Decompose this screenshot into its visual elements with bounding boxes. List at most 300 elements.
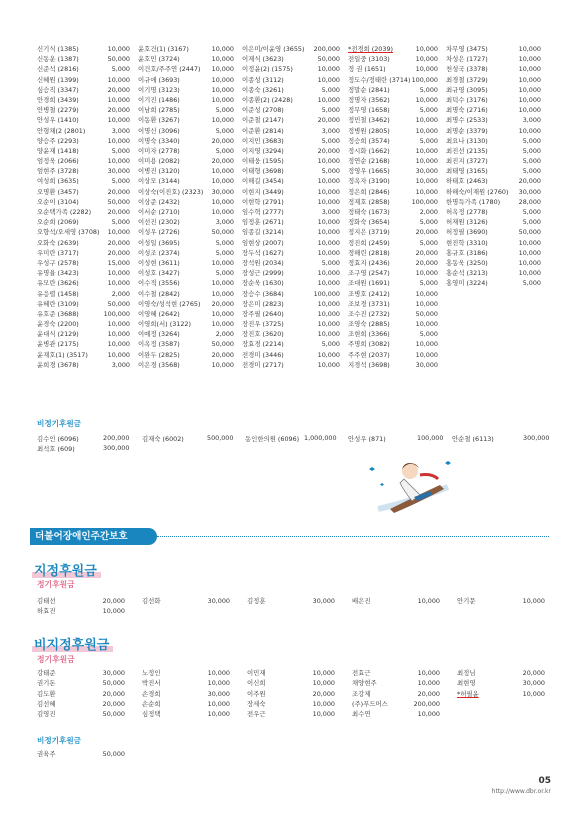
donor-amount: 10,000 <box>415 320 438 329</box>
donor-row <box>446 136 549 146</box>
donor-name: 강태준 <box>37 669 56 677</box>
donor-name: 홍순석 (3213) <box>446 269 488 278</box>
donor-name: (주)푸드머스 <box>352 699 388 708</box>
donor-amount: 10,000 <box>415 299 438 308</box>
donor-row <box>242 166 348 176</box>
donor-name: 정해린 (2818) <box>348 248 390 257</box>
donor-amount: 10,000 <box>107 136 130 145</box>
donor-row <box>138 258 242 268</box>
donor-row <box>348 248 446 258</box>
donor-cell <box>37 749 142 759</box>
donor-row <box>138 156 242 166</box>
donor-amount: 5,000 <box>215 146 234 155</box>
donor-name: 심승직 (3347) <box>37 85 79 94</box>
donor-amount: 20,000 <box>317 146 340 155</box>
donor-name: 한명득가족 (1780) <box>446 197 501 206</box>
donor-name: 여성희 (3635) <box>37 177 79 186</box>
donor-row <box>37 668 562 678</box>
donor-row <box>242 289 348 299</box>
donor-amount: 10,000 <box>317 228 340 237</box>
nonfixed-label: 비정기후원금 <box>37 419 82 428</box>
nonfixed-row-2 <box>37 444 549 454</box>
donor-amount: 5,000 <box>321 136 340 145</box>
donor-amount: 10,000 <box>107 116 130 125</box>
donor-row <box>37 187 138 197</box>
donor-amount: 10,000 <box>211 75 234 84</box>
donor-amount: 10,000 <box>207 699 230 708</box>
donor-amount: 10,000 <box>518 65 541 74</box>
donor-amount: 10,000 <box>415 146 438 155</box>
donor-name: 이태형 (3698) <box>242 167 284 176</box>
donor-amount: 20,000 <box>211 157 234 166</box>
donor-name: 정효지 (2436) <box>348 258 390 267</box>
donor-column <box>446 44 549 370</box>
donor-name: 이기명 (3123) <box>138 85 180 94</box>
donor-row <box>348 105 446 115</box>
donor-row <box>348 339 446 349</box>
donor-row <box>348 319 446 329</box>
donor-name: 양승주 (2293) <box>37 136 79 145</box>
donor-row <box>242 339 348 349</box>
donor-row <box>37 64 138 74</box>
donor-amount: 10,000 <box>107 95 130 104</box>
donor-amount: 10,000 <box>207 669 230 677</box>
donor-name: 이준철 (2147) <box>242 116 284 125</box>
donor-row <box>138 126 242 136</box>
donor-name: 정연순 (2168) <box>348 157 390 166</box>
donor-row <box>348 197 446 207</box>
donor-name: 이기진 (1486) <box>138 95 180 104</box>
donor-amount: 3,000 <box>321 208 340 216</box>
donor-name: 이재식 (3623) <box>242 55 284 64</box>
donor-cell <box>457 689 562 699</box>
fixed-donation-title: 지정후원금 <box>34 560 97 579</box>
donor-name: 김재숙 (6002) <box>142 435 184 443</box>
donor-name: 김영진 <box>37 710 56 719</box>
donor-row <box>138 166 242 176</box>
donor-cell <box>352 668 457 678</box>
donor-row <box>348 156 446 166</box>
nonspec-donation-title: 비지정후원금 <box>34 634 109 653</box>
donor-row <box>37 44 138 54</box>
donor-amount: 50,000 <box>107 299 130 308</box>
donor-row <box>242 207 348 217</box>
donor-amount: 10,000 <box>107 45 130 53</box>
donor-row <box>242 75 348 85</box>
donor-name: 최수연 <box>352 710 371 719</box>
donor-amount: 5,000 <box>215 126 234 135</box>
donor-name: 정무영 (1658) <box>348 106 390 115</box>
section-banner: 더불어장애인주간보호 <box>30 528 157 545</box>
donor-name: 이준성 (2708) <box>242 106 284 115</box>
donor-name <box>457 709 512 719</box>
donor-amount: 10,000 <box>518 55 541 64</box>
donor-amount: 300,000 <box>103 444 130 452</box>
donor-amount: 28,000 <box>518 197 541 206</box>
donor-amount: 10,000 <box>317 157 340 166</box>
donor-name: 유모란 (3626) <box>37 279 79 288</box>
donor-amount: 10,000 <box>415 187 438 196</box>
donor-amount: 10,000 <box>211 279 234 288</box>
donor-row <box>242 268 348 278</box>
donor-row <box>446 248 549 258</box>
donor-name: 이태웅 (1595) <box>242 157 284 166</box>
donor-amount: 10,000 <box>518 258 541 267</box>
donor-row <box>138 95 242 105</box>
donor-name: 이주원 <box>247 689 266 698</box>
donor-cell <box>457 596 562 606</box>
donor-amount: 20,000 <box>417 689 440 698</box>
donor-row <box>37 126 138 136</box>
donor-amount: 10,000 <box>415 45 438 53</box>
donor-name: 지경석 (3698) <box>348 360 390 369</box>
donor-name: 전우근 <box>247 710 266 719</box>
fixed-donation-table <box>37 596 562 617</box>
donor-row <box>348 227 446 237</box>
donor-row <box>37 54 138 64</box>
donor-cell <box>142 668 247 678</box>
donor-name: 안병철 (2279) <box>37 106 79 115</box>
donor-name: 홍영미 (3224) <box>446 279 488 288</box>
donor-column <box>37 44 138 370</box>
donor-amount: 10,000 <box>107 320 130 329</box>
donor-name: 안순철 (6113) <box>452 435 494 443</box>
donor-name: 이선진 (2302) <box>138 218 180 227</box>
donor-name: 조현희 (3366) <box>348 330 390 339</box>
donor-row <box>242 319 348 329</box>
donor-row <box>242 126 348 136</box>
donor-row <box>348 289 446 299</box>
donor-amount: 5,000 <box>522 167 541 176</box>
donor-row <box>446 156 549 166</box>
donor-name: 이예정 (3264) <box>138 330 180 339</box>
donor-name: 이민재 <box>247 669 266 677</box>
donor-name: 이상모 (3144) <box>138 177 180 186</box>
donor-amount: 30,000 <box>102 669 125 677</box>
donor-amount: 10,000 <box>211 258 234 267</box>
donor-name: 정민철 (3462) <box>348 116 390 125</box>
donor-amount: 10,000 <box>107 350 130 359</box>
donor-name: 임정훈 (2671) <box>242 218 284 227</box>
donor-amount: 100,000 <box>313 289 340 298</box>
donor-row <box>138 105 242 115</box>
donor-name: 하효진 <box>37 607 56 616</box>
donor-name: 이지영 (3294) <box>242 146 284 155</box>
donor-amount: 50,000 <box>107 55 130 64</box>
donor-row <box>348 176 446 186</box>
donor-name: 이건호/주주연 (2447) <box>138 65 201 74</box>
donor-name: 엄현주 (3728) <box>37 167 79 176</box>
donor-name: 허재원 (3126) <box>446 218 488 227</box>
donor-amount: 5,000 <box>522 279 541 288</box>
donor-amount: 50,000 <box>211 228 234 237</box>
donor-amount: 5,000 <box>419 136 438 145</box>
donor-amount: 200,000 <box>103 434 130 442</box>
donor-amount: 10,000 <box>211 197 234 206</box>
donor-name: 이미자 (2778) <box>138 146 180 155</box>
donor-name: 현진학 (3310) <box>446 238 488 247</box>
donor-name: 임종길 (3214) <box>242 228 284 237</box>
donor-row <box>37 227 138 237</box>
donor-name: 정화숙 (3654) <box>348 218 390 227</box>
donor-amount: 5,000 <box>111 218 130 227</box>
banner-dotted-line <box>157 536 549 537</box>
donor-amount: 3,000 <box>111 126 130 135</box>
donor-amount: 10,000 <box>522 689 545 698</box>
donor-name: 조영숙 (2885) <box>348 320 390 329</box>
donor-row <box>348 187 446 197</box>
donor-column <box>348 44 446 370</box>
donor-name: 동인한의원 (6096) <box>245 435 300 443</box>
donor-name: 유혜란 (3109) <box>37 299 79 308</box>
donor-row <box>37 678 562 688</box>
donor-row <box>446 197 549 207</box>
donor-amount: 100,000 <box>411 197 438 206</box>
donor-row <box>348 44 446 54</box>
donor-name: 안형채(2 (2801) <box>37 126 86 135</box>
donor-amount: 5,000 <box>215 238 234 247</box>
donor-name: 김수인 (6096) <box>37 435 79 443</box>
donor-amount: 5,000 <box>321 258 340 267</box>
donor-name: 이완두 (2825) <box>138 350 180 359</box>
donor-row <box>446 44 549 54</box>
donor-row <box>37 248 138 258</box>
donor-cell <box>247 596 352 606</box>
donor-row <box>242 44 348 54</box>
donor-row <box>138 146 242 156</box>
donor-row <box>446 207 549 217</box>
donor-cell <box>142 689 247 699</box>
donor-row <box>138 238 242 248</box>
donor-name: 이성우 (2726) <box>138 228 180 237</box>
donor-row <box>37 197 138 207</box>
donor-cell <box>457 678 562 688</box>
donor-amount: 10,000 <box>317 218 340 227</box>
donor-row <box>446 217 549 227</box>
donor-name: 윤경숙 (2200) <box>37 320 79 329</box>
donor-amount: 100,000 <box>417 434 444 442</box>
donor-name: 이명신 (3096) <box>138 126 180 135</box>
donor-amount: 30,000 <box>207 597 230 605</box>
donor-name: 이종환(2) (2428) <box>242 95 293 104</box>
donor-name: 이수적 (3556) <box>138 279 180 288</box>
donor-row <box>348 217 446 227</box>
donor-row <box>242 227 348 237</box>
donor-row <box>138 197 242 207</box>
donor-name: *허필윤 <box>457 689 479 698</box>
nonspec-nonfixed-table <box>37 749 142 759</box>
donor-amount: 10,000 <box>317 177 340 186</box>
donor-amount: 10,000 <box>317 330 340 339</box>
donor-name: 윤병관 (2175) <box>37 340 79 349</box>
donor-name: 이동환 (3267) <box>138 116 180 125</box>
donor-name: 신기식 (1385) <box>37 45 79 53</box>
donor-row <box>138 187 242 197</box>
donor-name: 조구영 (2547) <box>348 269 390 278</box>
donor-name: 이종숙 (3261) <box>242 85 284 94</box>
donor-name: 정재호 (2858) <box>348 197 390 206</box>
donor-name: 장효경 (2214) <box>242 340 284 349</box>
donor-row <box>37 699 562 709</box>
donor-row <box>138 248 242 258</box>
donor-amount: 10,000 <box>211 360 234 369</box>
donor-amount: 1,000,000 <box>304 434 337 442</box>
donor-name: 정명자 (3562) <box>348 95 390 104</box>
donor-name: 이서순 (2710) <box>138 208 180 216</box>
donor-amount: 10,000 <box>211 55 234 64</box>
donor-row <box>446 176 549 186</box>
footer-url[interactable]: http://www.dbr.or.kr <box>491 788 551 795</box>
donor-name: 이성일 (3695) <box>138 238 180 247</box>
donor-amount: 100,000 <box>411 75 438 84</box>
donor-name: 이영혜 (2642) <box>138 309 180 318</box>
donor-amount: 5,000 <box>419 330 438 339</box>
donor-row <box>242 360 348 370</box>
donor-amount: 10,000 <box>415 350 438 359</box>
donor-cell <box>247 678 352 688</box>
donor-amount: 10,000 <box>518 269 541 278</box>
donor-row <box>37 309 138 319</box>
donor-amount: 10,000 <box>317 350 340 359</box>
donor-name: 최정님 <box>457 669 476 677</box>
donor-name: 최경철 (3729) <box>446 75 488 84</box>
nonspec-donation-subtitle: 정기후원금 <box>37 655 75 664</box>
fixed-donation-subtitle: 정기후원금 <box>37 580 75 589</box>
donor-row <box>37 289 138 299</box>
donor-amount: 10,000 <box>417 679 440 688</box>
donor-name: 장두석 (1627) <box>242 248 284 257</box>
donor-name: *전경희 (2039) <box>348 45 393 53</box>
donor-amount: 5,000 <box>522 136 541 145</box>
donor-name: 노정인 <box>142 669 161 677</box>
donor-row <box>138 299 242 309</box>
donor-row <box>446 126 549 136</box>
donor-amount: 10,000 <box>518 85 541 94</box>
donor-amount: 10,000 <box>312 669 335 677</box>
donor-amount: 5,000 <box>419 238 438 247</box>
donor-amount: 5,000 <box>321 106 340 115</box>
donor-row <box>37 146 138 156</box>
donor-name: 이현지 (3449) <box>242 187 284 196</box>
donor-amount: 10,000 <box>312 679 335 688</box>
donor-row <box>37 156 138 166</box>
donor-amount: 20,000 <box>107 187 130 196</box>
donor-row <box>37 85 138 95</box>
donor-amount: 10,000 <box>107 75 130 84</box>
donor-row <box>138 44 242 54</box>
donor-name: 이남희 (2785) <box>138 106 180 115</box>
donor-amount: 20,000 <box>211 299 234 308</box>
donor-name: 홍규호 (3186) <box>446 248 488 257</box>
donor-row <box>37 606 562 616</box>
donor-cell <box>457 709 562 719</box>
donor-amount: 10,000 <box>518 106 541 115</box>
donor-cell <box>352 596 457 606</box>
donor-row <box>37 258 138 268</box>
donor-row <box>37 319 138 329</box>
donor-row <box>242 278 348 288</box>
donor-row <box>37 268 138 278</box>
donor-amount: 3,000 <box>111 360 130 369</box>
donor-row <box>37 166 138 176</box>
donor-name: 오향석/오세영 (3708) <box>37 228 100 237</box>
donor-name: 최태영 (3165) <box>446 167 488 176</box>
donor-row <box>37 115 138 125</box>
donor-name: 양윤재 (1418) <box>37 146 79 155</box>
donor-name: 정말순 (2841) <box>348 85 390 94</box>
donor-name: 박진서 <box>142 679 161 688</box>
donor-name: 정은희 (2846) <box>348 187 390 196</box>
donor-cell <box>247 668 352 678</box>
donor-row <box>138 75 242 85</box>
donor-name: 윤호민 (3724) <box>138 55 180 64</box>
donor-name: 이해길 (3454) <box>242 177 284 186</box>
donor-name: 안경희 (3439) <box>37 95 79 104</box>
donor-amount: 30,000 <box>415 167 438 176</box>
donor-cell <box>142 596 247 606</box>
donor-name: 손경희 <box>142 689 161 698</box>
donor-row <box>242 258 348 268</box>
donor-row <box>138 329 242 339</box>
donor-row <box>446 166 549 176</box>
donor-row <box>348 238 446 248</box>
donor-row <box>446 268 549 278</box>
donor-cell <box>352 699 457 709</box>
donor-amount: 10,000 <box>317 299 340 308</box>
donor-name: 이지민 (3683) <box>242 136 284 145</box>
donor-row <box>446 75 549 85</box>
donor-amount: 10,000 <box>317 95 340 104</box>
donor-amount: 10,000 <box>415 340 438 349</box>
donor-name: 김태선 <box>37 597 56 605</box>
donor-name: 장은미 (2823) <box>242 299 284 308</box>
donor-name: 이성호 (3427) <box>138 269 180 278</box>
donor-amount: 10,000 <box>415 289 438 298</box>
donor-name: 이은미/이윤영 (3655) <box>242 45 305 53</box>
donor-amount: 10,000 <box>518 75 541 84</box>
donor-name: 주명희 (3082) <box>348 340 390 349</box>
donor-name: 윤재호(1) (3517) <box>37 350 88 359</box>
donor-amount: 50,000 <box>102 710 125 719</box>
donor-amount: 5,000 <box>111 146 130 155</box>
donor-amount: 10,000 <box>317 65 340 74</box>
donor-amount: 20,000 <box>107 106 130 115</box>
donor-row <box>138 64 242 74</box>
donor-name: 조보경 (3731) <box>348 299 390 308</box>
donor-amount: 30,000 <box>518 187 541 196</box>
donor-name: 장진우 (3725) <box>242 320 284 329</box>
donor-row <box>138 136 242 146</box>
donor-amount: 30,000 <box>207 689 230 698</box>
donor-name: 권기돈 <box>37 679 56 688</box>
donor-amount: 5,000 <box>522 157 541 166</box>
donor-row <box>138 115 242 125</box>
donor-row <box>348 268 446 278</box>
donor-cell <box>247 709 352 719</box>
donor-row <box>37 596 562 606</box>
donor-row <box>37 105 138 115</box>
donor-name: 조병호 (2412) <box>348 289 390 298</box>
donor-row <box>242 238 348 248</box>
donor-cell <box>352 689 457 699</box>
donor-amount: 20,000 <box>107 85 130 94</box>
donor-row <box>37 329 138 339</box>
donor-name: 이신희 <box>247 679 266 688</box>
donor-name: 이정윤(2) (1575) <box>242 65 293 74</box>
donor-amount: 30,000 <box>107 167 130 176</box>
donor-name: 최현영 <box>457 679 476 688</box>
donor-amount: 100,000 <box>103 309 130 318</box>
